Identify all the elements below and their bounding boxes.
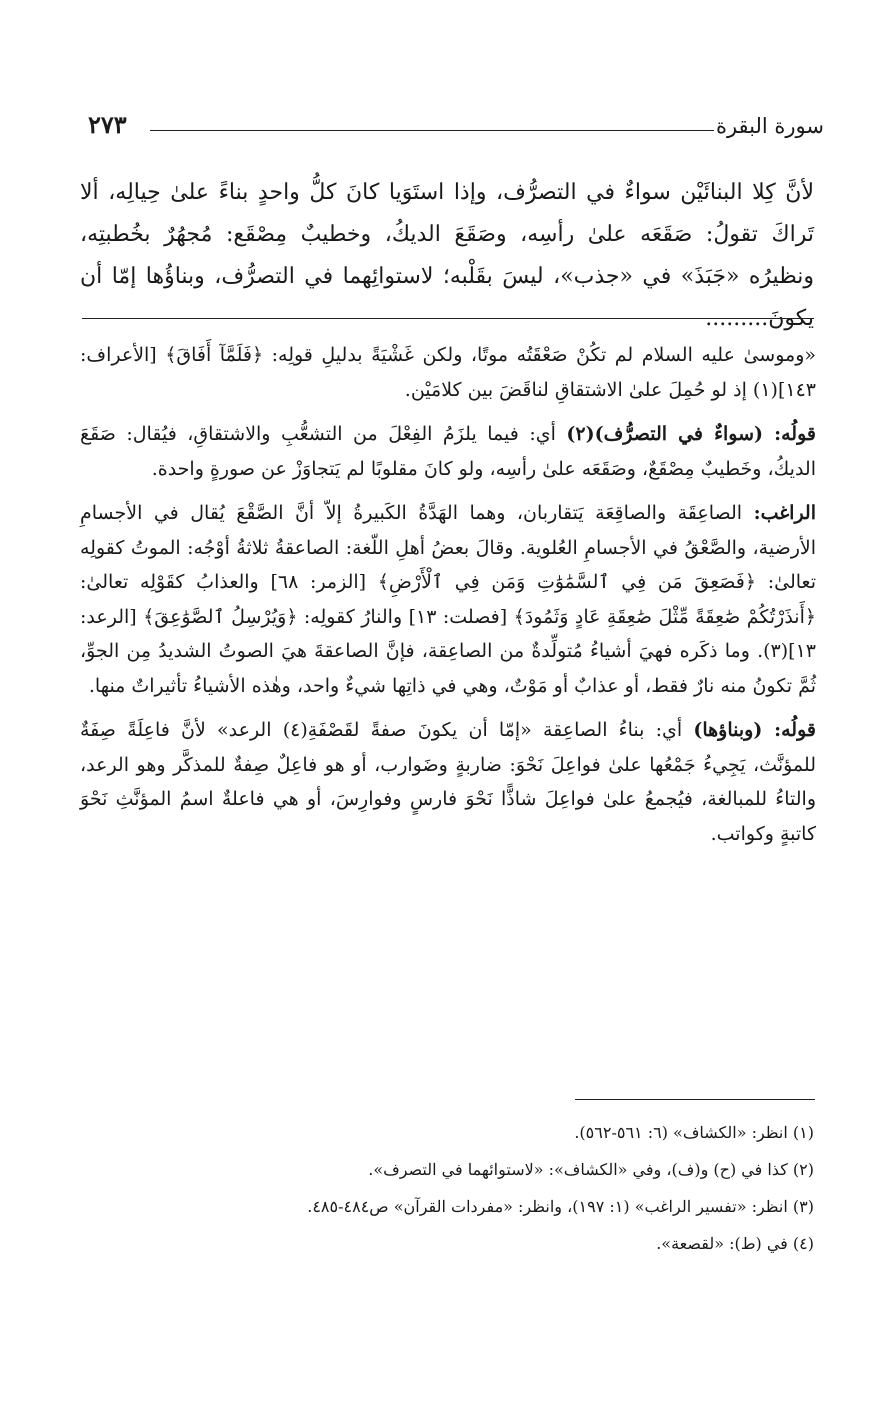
footnotes [80,1122,814,1270]
footnote-rule [575,1099,815,1100]
commentary [80,338,816,861]
paragraph-lead: قولُه: (وبناؤها) [693,719,816,741]
paragraph-text: أي: فيما يلزَمُ الفِعْلَ من التشعُّبِ والاشتقاقِ، فيُقال: صَقَعَ الديكُ، وخَطيبٌ مِصْقَعٌ، وصَقَعَه علىٰ رأسِه، ولو كانَ مقلوبًا لم يَتجاوَزْ عن صورةٍ واحدة. [80,423,816,480]
paragraph-text: أي: بناءُ الصاعِقة «إمّا أن يكونَ صفةً لقَصْفَةِ(٤) الرعد» لأنَّ فاعِلَةً صِفَةٌ للمؤنَّث، يَجِيءُ جَمْعُها علىٰ فواعِلَ نَحْوَ: ضاربةٍ وضَوارب، أو هو فاعِلٌ صِفةٌ للمذكَّر وهو الرعد، والتاءُ للمبالغة، فيُجمعُ علىٰ فواعِلَ شاذًّا نَحْوَ فارسٍ وفوارِسَ، أو هي فاعلةٌ اسمُ المؤنَّثِ نَحْوَ كاتبةٍ وكواتب. [80,719,816,845]
paragraph-text: «وموسىٰ عليه السلام لم تكُنْ صَعْقَتُه موتًا، ولكن غَشْيَةً بدليلِ قولِه: ﴿فَلَمَّآ أَفَاقَ﴾ [الأعراف: ١٤٣](١) إذ لو حُمِلَ علىٰ الاشتقاقِ لناقَضَ بين كلامَيْن. [80,344,816,401]
footnote: (١) انظر: «الكشاف» (٦: ٥٦١-٥٦٢). [574,1123,814,1142]
surah-title: سورة البقرة [715,114,824,138]
paragraph-text: الصاعِقَة والصاقِعَة يَتقاربان، وهما الهَدَّةُ الكَبيرةُ إلاّ أنَّ الصَّقْعَ يُقال في الأجسامِ الأرضية، والصَّعْقُ في الأجسامِ العُلوية. وقالَ بعضُ أهلِ اللّغة: الصاعقةُ ثلاثةُ أوْجُه: الموتُ كقولِه تعالىٰ: ﴿فَصَعِقَ مَن فِي ٱلسَّمَٰوَٰتِ وَمَن فِي ٱلْأَرْضِ﴾ [الزمر: ٦٨] والعذابُ كقَوْلِه تعالىٰ: ﴿أَنذَرْتُكُمْ صَٰعِقَةً مِّثْلَ صَٰعِقَةِ عَادٍ وَثَمُودَ﴾ [فصلت: ١٣] والنارُ كقولِه: ﴿وَيُرْسِلُ ٱلصَّوَٰعِقَ﴾ [الرعد: ١٣](٣). وما ذكَره فهيَ أشياءُ مُتولِّدةٌ من الصاعِقة، فإنَّ الصاعقةَ هيَ الصوتُ الشديدُ مِن الجوِّ، ثُمَّ تكونُ منه نارٌ فقط، أو عذابٌ أو مَوْتٌ، وهي في ذاتِها شيءٌ واحد، وهٰذه الأشياءُ تأثيراتٌ منها. [80,502,817,697]
paragraph-lead: قولُه: (سواءٌ في التصرُّف)(٢) [566,423,816,445]
footnote: (٤) في (ط): «لقصعة». [656,1234,814,1253]
running-header [88,110,824,150]
commentary-paragraph [80,713,816,851]
section-divider [82,318,814,319]
commentary-paragraph [80,417,816,486]
main-text: لأنَّ كِلا البنائَيْن سواءٌ في التصرُّف، وإذا استَوَيا كانَ كلُّ واحدٍ بناءً علىٰ حِيالِه، ألا تَراكَ تقولُ: صَقَعَه علىٰ رأسِه، وصَقَعَ الديكُ، وخطيبٌ مِصْقَع: مُجهُرٌ بخُطبتِه، ونظيرُه «جَبَذَ» في «جذب»، ليسَ بقَلْبه؛ لاستوائِهما في التصرُّف، وبناؤُها إمّا أن يكونَ......... [80,180,814,331]
page-number: ٢٧٣ [88,110,127,139]
footnote: (٢) كذا في (ح) و(ف)، وفي «الكشاف»: «لاستوائهما في التصرف». [368,1160,814,1179]
commentary-paragraph [80,338,816,407]
header-rule [150,130,714,131]
commentary-paragraph [80,496,816,703]
footnote: (٣) انظر: «تفسير الراغب» (١: ١٩٧)، وانظر: «مفردات القرآن» ص٤٨٤-٤٨٥. [307,1197,814,1216]
paragraph-lead: الراغب: [753,502,816,524]
